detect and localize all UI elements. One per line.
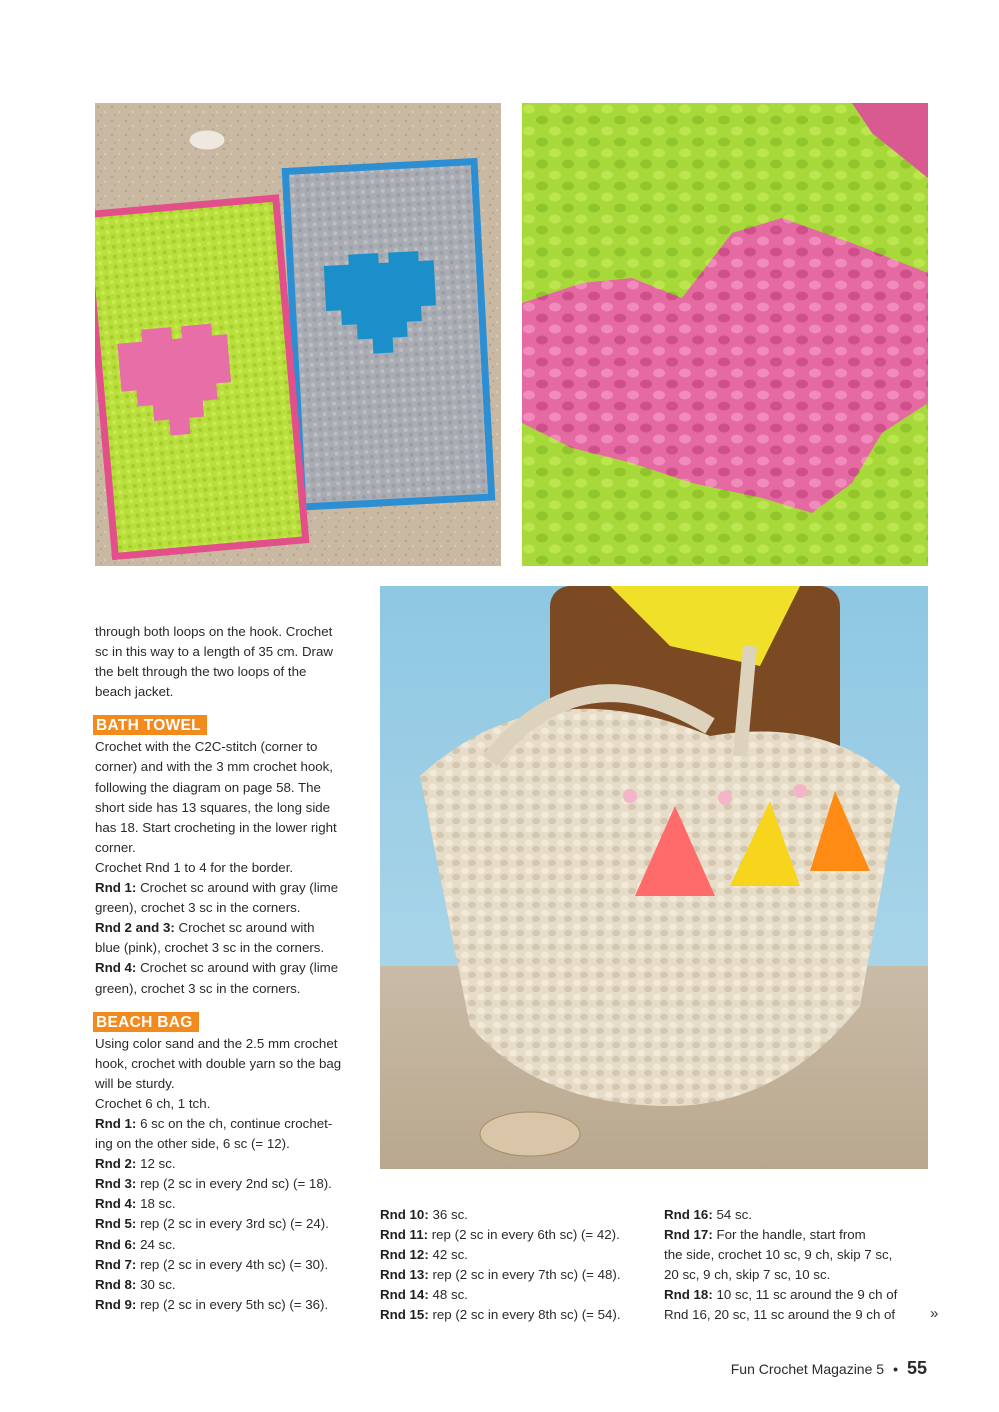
- bath-towel-instructions: Crochet with the C2C-stitch (corner to corner) and with the 3 mm crochet hook, following the diagram on page 58. The short side has 13 squares, the long side has 18. Start crocheting in the lower right corner. Crochet Rnd 1 to 4 for the border. Rnd 1: Crochet sc around with gray (lime green), crochet 3 sc in the corners. Rnd 2 and 3: Crochet sc around with blue (pink), crochet 3 sc in the corners. Rnd 4: Crochet sc around with gray (lime green), crochet 3 sc in the corners.: [95, 737, 363, 998]
- round-instruction: Rnd 7: rep (2 sc in every 4th sc) (= 30).: [95, 1256, 329, 1272]
- round-instruction: Rnd 10: 36 sc.: [380, 1207, 468, 1222]
- beach-bag-instructions: Using color sand and the 2.5 mm crochet hook, crochet with double yarn so the bag will be sturdy. Crochet 6 ch, 1 tch. Rnd 1: 6 sc on the ch, continue crochet- ing on the other side, 6 sc (= 12). Rnd 2: 12 sc. Rnd 3: rep (2 sc in every 2nd sc) (= 18). Rnd 4: 18 sc. Rnd 5: rep (2 sc in every 3rd sc) (= 24). Rnd 6: 24 sc. Rnd 7: rep (2 sc in every 4th sc) (= 30). Rnd 8: 30 sc. Rnd 9: rep (2 sc in every 5th sc) (= 36).: [95, 1034, 363, 1315]
- round-instruction: Rnd 4: 18 sc.: [95, 1196, 176, 1212]
- round-instruction: Rnd 11: rep (2 sc in every 6th sc) (= 42).: [380, 1227, 620, 1243]
- continued-arrow-icon: »: [930, 1305, 939, 1322]
- round-instruction: Rnd 2: 12 sc.: [95, 1156, 176, 1172]
- round-instruction: Rnd 3: rep (2 sc in every 2nd sc) (= 18).: [95, 1176, 332, 1192]
- page-number: 55: [906, 1358, 927, 1378]
- separator-dot: •: [893, 1361, 898, 1377]
- towels-photo: [95, 103, 501, 566]
- round-instruction: Rnd 4: Crochet sc around with gray (lime: [95, 960, 339, 976]
- round-instruction: Rnd 18: 10 sc, 11 sc around the 9 ch of: [664, 1287, 898, 1303]
- instructions-middle-column: [380, 1205, 650, 1326]
- intro-paragraph: through both loops on the hook. Crochet sc in this way to a length of 35 cm. Draw the belt through the two loops of the beach jacket.: [95, 624, 333, 700]
- round-instruction: Rnd 2 and 3: Crochet sc around with: [95, 920, 315, 936]
- instructions-left-column: [95, 622, 363, 1315]
- round-instruction: Rnd 8: 30 sc.: [95, 1276, 176, 1292]
- round-instruction: Rnd 17: For the handle, start from: [664, 1227, 866, 1243]
- beach-bag-heading: BEACH BAG: [93, 1012, 199, 1032]
- bath-towel-heading: BATH TOWEL: [93, 715, 207, 735]
- round-instruction: Rnd 12: 42 sc.: [380, 1247, 468, 1263]
- beach-bag-photo: [380, 586, 928, 1169]
- round-instruction: Rnd 13: rep (2 sc in every 7th sc) (= 48).: [380, 1267, 621, 1283]
- round-instruction: Rnd 14: 48 sc.: [380, 1287, 468, 1303]
- round-instruction: Rnd 16: 54 sc.: [664, 1207, 752, 1222]
- round-instruction: Rnd 9: rep (2 sc in every 5th sc) (= 36).: [95, 1296, 329, 1312]
- magazine-title: Fun Crochet Magazine 5: [730, 1361, 885, 1377]
- page-footer: [731, 1358, 927, 1379]
- round-instruction: Rnd 6: 24 sc.: [95, 1236, 176, 1252]
- round-instruction: Rnd 5: rep (2 sc in every 3rd sc) (= 24).: [95, 1216, 329, 1232]
- round-instruction: Rnd 1: 6 sc on the ch, continue crochet-: [95, 1115, 333, 1131]
- round-instruction: Rnd 1: Crochet sc around with gray (lime: [95, 880, 339, 896]
- round-instruction: Rnd 15: rep (2 sc in every 8th sc) (= 54).: [380, 1307, 621, 1323]
- heart-closeup-photo: [522, 103, 928, 566]
- instructions-right-column: Rnd 16: 54 sc. Rnd 17: For the handle, start from the side, crochet 10 sc, 9 ch, skip 7 sc, 20 sc, 9 ch, skip 7 sc, 10 sc. Rnd 18: 10 sc, 11 sc around the 9 ch of Rnd 16, 20 sc, 11 sc around the 9 ch of: [664, 1205, 934, 1326]
